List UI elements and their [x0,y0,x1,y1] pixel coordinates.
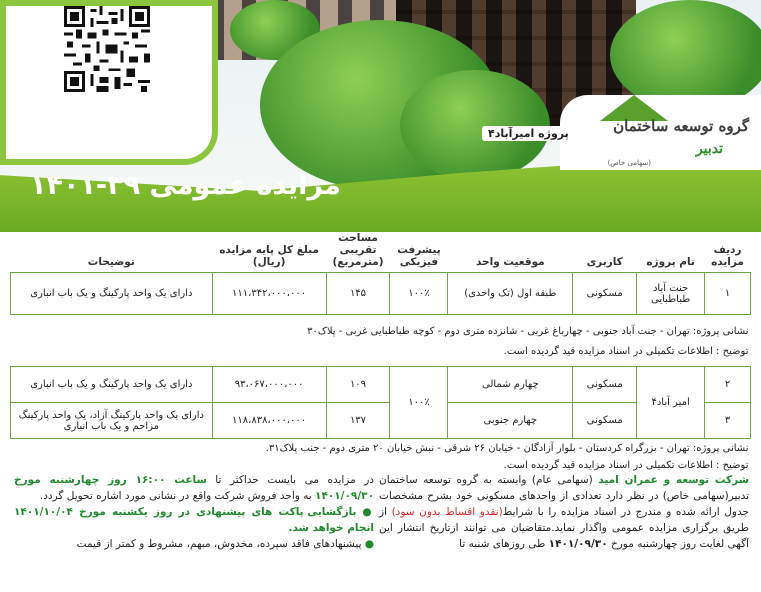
cell-price: ۹۳،۰۶۷،۰۰۰،۰۰۰ [212,367,326,403]
col-header: موقعیت واحد [475,256,545,268]
tree [400,70,550,180]
logo-subtitle: تدبیر [695,141,723,157]
cell-location: طبقه اول (تک واحدی) [448,273,573,315]
logo-small-text: (سهامی خاص) [607,159,651,167]
address-row [11,439,751,476]
col-header: ردیف مزایده [711,244,744,268]
cell-use: مسکونی [573,367,637,403]
cell-num: ۳ [705,403,751,439]
submission-text [14,472,374,504]
intro-paragraph [379,472,749,552]
logo-title: گروه توسعه ساختمان [613,117,749,135]
cell-price: ۱۱۱،۳۴۲،۰۰۰،۰۰۰ [212,273,326,315]
intro-text: (سهامی عام) وابسته به گروه توسعه ساختمان تدبیر(سهامی خاص) در نظر دارد تعدادی از واحدهای مسکونی خود بشرح مشخصات جدول ارائه شده و مندرج در اسناد مزایده را با شرایط [379,474,749,518]
logo-card [560,95,761,170]
project-tag: پروژه امیرآباد۴ [482,126,575,141]
col-header: مساحت تقریبی (مترمربع) [332,232,384,268]
intro-text-2: از طریق برگزاری مزایده عمومی واگذار نماید.متقاضیان می توانند ازتاریخ انتشار این آگهی لغایت روز چهارشنبه مورخ [379,506,749,550]
submission-suffix: به واحد فروش شرکت واقع در نشانی مورد اشاره تحویل گردد. [39,490,316,502]
cell-progress: ۱۰۰٪ [390,273,448,315]
address-row [11,315,751,367]
project-address: نشانی پروژه: تهران - جنت آباد جنوبی - چهارباغ غربی - شانزده متری دوم - کوچه طباطبایی غربی - پلاک۳۰ [307,326,749,337]
company-name: شرکت توسعه و عمران امید [598,474,749,486]
project-address: نشانی پروژه: تهران - بزرگراه کردستان - بلوار آزادگان - خیابان ۲۶ شرقی - نبش خیابان ۲۰ متری دوم - جنب پلاک۳۱. [265,443,749,454]
cell-use: مسکونی [573,273,637,315]
info-note: توضیح : اطلاعات تکمیلی در اسناد مزایده قید گردیده است. [503,346,749,357]
cell-num: ۲ [705,367,751,403]
intro-text-3: طی روزهای شنبه تا [459,538,549,550]
cell-progress: ۱۰۰٪ [390,367,448,439]
cell-project: امیر آباد۴ [637,367,705,439]
cell-area: ۱۰۹ [326,367,390,403]
submission-deadline: ساعت ۱۶:۰۰ روز چهارشنبه مورخ ۱۴۰۱/۰۹/۳۰ [14,474,374,502]
conditions-paragraph [14,472,374,552]
qr-code-icon[interactable] [64,6,150,92]
col-header: مبلغ کل پایه مزایده (ریال) [219,244,319,268]
cell-area: ۱۳۷ [326,403,390,439]
cell-location: چهارم شمالی [448,367,573,403]
bullet-item [14,504,374,536]
auction-title: مزایده عمومی ۳۹-۱۴۰۱ [30,170,341,201]
cell-desc: دارای یک واحد پارکینگ و یک باب انباری [11,273,213,315]
address-cell [11,315,751,367]
table-row [11,367,751,403]
col-header: پیشرفت فیزیکی [397,244,441,268]
cell-project: جنت آباد طباطبایی [637,273,705,315]
deadline-date: ۱۴۰۱/۰۹/۳۰ [548,538,608,550]
submission-prefix: در مزایده می بایست حداکثر تا [206,474,374,486]
tree [610,0,761,110]
cell-desc: دارای یک واحد پارکینگ آزاد، یک واحد پارکینگ مزاحم و یک باب انباری [11,403,213,439]
rejection-text: پیشنهادهای فاقد سپرده، مخدوش، مبهم، مشروط و کمتر از قیمت [76,538,362,550]
col-header: توضیحات [87,256,135,268]
payment-terms: (نقدو اقساط بدون سود) [391,506,503,518]
cell-price: ۱۱۸،۸۳۸،۰۰۰،۰۰۰ [212,403,326,439]
bullet-icon: ● [356,506,374,518]
info-note: توضیح : اطلاعات تکمیلی در اسناد مزایده قید گردیده است. [503,460,749,471]
cell-desc: دارای یک واحد پارکینگ و یک باب انباری [11,367,213,403]
opening-date-text: بازگشایی پاکت های پیشنهادی در روز یکشنبه مورخ ۱۴۰۱/۱۰/۰۴ انجام خواهد شد. [14,506,374,534]
table-row [11,273,751,315]
bullet-item [14,536,374,552]
cell-num: ۱ [705,273,751,315]
address-cell [11,439,751,476]
table-header-row [11,232,751,273]
cell-location: چهارم جنوبی [448,403,573,439]
bullet-icon: ● [361,538,374,550]
hero-banner [0,0,761,232]
qr-card [0,0,218,165]
col-header: نام پروژه [646,256,695,268]
cell-use: مسکونی [573,403,637,439]
auction-table [10,232,751,475]
col-header: کاربری [586,256,623,268]
cell-area: ۱۴۵ [326,273,390,315]
